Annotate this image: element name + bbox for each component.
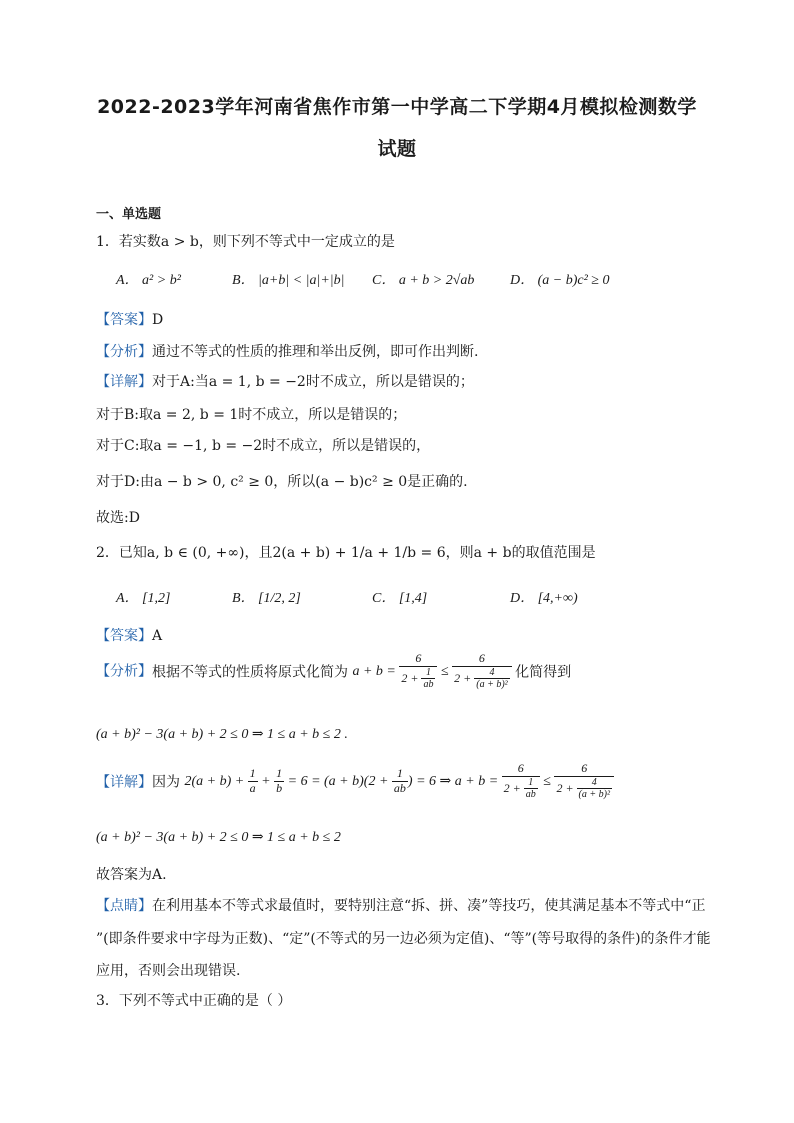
title-line-1: 2022-2023学年河南省焦作市第一中学高二下学期4月模拟检测数学: [97, 96, 697, 118]
q2-option-c: C． [1,4]: [372, 591, 428, 606]
analysis-tag: 【分析】: [96, 344, 152, 360]
q1-detail-line-2: 对于B:取a = 2, b = 1时不成立，所以是错误的；: [96, 407, 407, 423]
q2-detail-formula: 2(a + b) + $\frac{1}{a}$ + $\frac{1}{b}$ = 6 = (a + b)(2 + $\frac{1}{ab}$ ) = 6 ⇒ a + b = 6 2 + $\frac{1}{ab}$ ≤ 6 2 + $\frac{4}{\text{(a + b)²}}$: [184, 774, 614, 789]
q2-note-line-2: ”(即条件要求中字母为正数)、“定”(不等式的另一边必须为定值)、“等”(等号取得的条件)的条件才能: [96, 931, 711, 947]
detail-tag: 【详解】: [96, 774, 152, 791]
answer-tag: 【答案】: [96, 312, 152, 328]
q2-option-b: B． [1/2, 2]: [232, 591, 301, 606]
q2-detail-pre: 因为: [152, 774, 180, 791]
title-line-2: 试题: [377, 138, 417, 160]
section-heading: 一、单选题: [96, 207, 162, 222]
q2-detail-final: (a + b)² − 3(a + b) + 2 ≤ 0 ⇒ 1 ≤ a + b ≤ 2: [96, 830, 341, 845]
q2-stem: 2．已知a, b ∈ (0, +∞)，且2(a + b) + 1/a + 1/b = 6，则a + b的取值范围是: [96, 545, 596, 561]
q3-stem: 3．下列不等式中正确的是（ ）: [96, 993, 292, 1009]
q1-detail-row: [96, 371, 474, 391]
q2-analysis-equation: (a + b)² − 3(a + b) + 2 ≤ 0 ⇒ 1 ≤ a + b ≤ 2 .: [96, 727, 348, 742]
q2-note-row: [96, 895, 705, 915]
q1-detail-line-4: 对于D:由a − b > 0, c² ≥ 0，所以(a − b)c² ≥ 0是正确的.: [96, 474, 468, 490]
note-tag: 【点睛】: [96, 898, 152, 914]
detail-tag: 【详解】: [96, 374, 152, 390]
q2-analysis-row: [96, 652, 571, 691]
q2-note-line-3: 应用，否则会出现错误.: [96, 963, 241, 979]
q1-answer-row: [96, 309, 163, 329]
q1-option-a: A． a² > b²: [116, 273, 181, 288]
document-title: [80, 86, 714, 170]
answer-tag: 【答案】: [96, 628, 152, 644]
q1-answer: D: [152, 312, 164, 328]
q1-conclusion: 故选:D: [96, 510, 140, 526]
q2-detail-row: [96, 762, 614, 801]
q2-option-a: A． [1,2]: [116, 591, 171, 606]
q1-option-b: B． |a+b| < |a|+|b|: [232, 273, 345, 288]
q1-option-d: D． (a − b)c² ≥ 0: [510, 273, 610, 288]
analysis-tag: 【分析】: [96, 663, 152, 680]
q2-answer: A: [152, 628, 163, 644]
q1-detail-line-3: 对于C:取a = −1, b = −2时不成立，所以是错误的，: [96, 438, 431, 454]
q1-analysis-row: [96, 341, 478, 361]
q2-analysis-formula: a + b = 6 2 + $\frac{1}{ab}$ ≤ 6 2 + $\frac{4}{\text{(a + b)²}}$: [352, 664, 515, 679]
q2-note-line-1: 在利用基本不等式求最值时，要特别注意“拆、拼、凑”等技巧，使其满足基本不等式中“正: [152, 898, 706, 914]
q2-conclusion: 故答案为A.: [96, 867, 167, 883]
q2-analysis-post: 化简得到: [515, 664, 572, 681]
q1-detail-line-1: 对于A:当a = 1, b = −2时不成立，所以是错误的；: [152, 374, 474, 390]
q2-answer-row: [96, 625, 162, 645]
q2-option-d: D． [4,+∞): [510, 591, 578, 606]
fraction: 6 2 + $\frac{1}{ab}$: [399, 652, 437, 691]
fraction: 6 2 + $\frac{4}{\text{(a + b)²}}$: [452, 652, 512, 691]
q1-option-c: C． a + b > 2√ab: [372, 273, 475, 288]
q1-analysis: 通过不等式的性质的推理和举出反例，即可作出判断.: [152, 344, 479, 360]
q2-analysis-pre: 根据不等式的性质将原式化简为: [152, 664, 348, 681]
q1-stem: 1．若实数a > b，则下列不等式中一定成立的是: [96, 234, 395, 250]
